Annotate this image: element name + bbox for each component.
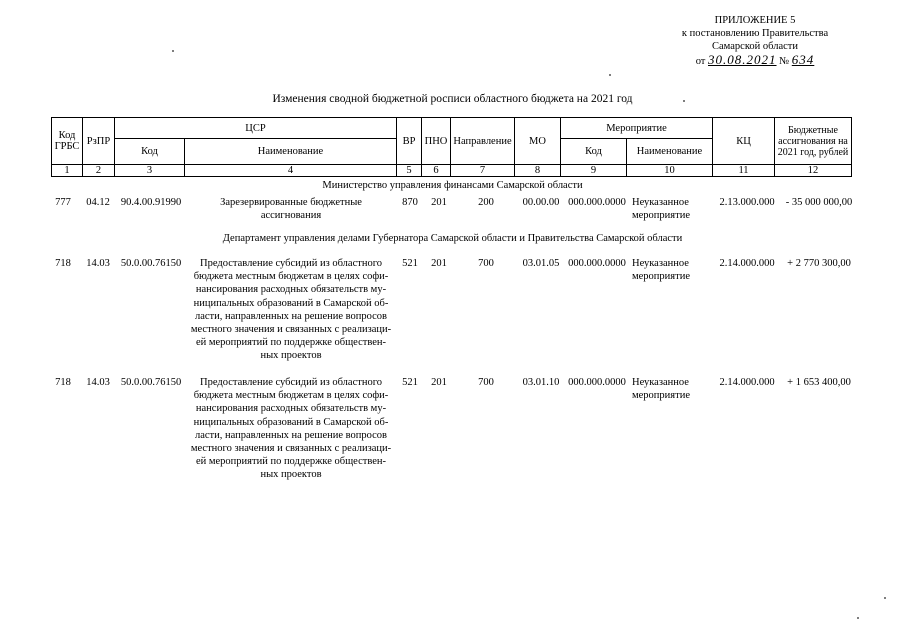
header-csr-name: Наименование (185, 139, 397, 165)
cell-sum: + 1 653 400,00 (787, 377, 851, 388)
cell-name (188, 257, 394, 363)
cell-name-line: ей мероприятий по поддержке обществен- (195, 456, 387, 468)
cell-name-line: ных проектов (260, 469, 322, 481)
cell-name-line: ных проектов (260, 350, 322, 362)
header-csr-kod: Код (115, 139, 185, 165)
appendix-subtitle: к постановлению Правительства (681, 28, 829, 39)
cell-napr: 700 (478, 258, 494, 269)
cell-rzpr: 14.03 (86, 377, 110, 388)
cell-mer-name (632, 196, 712, 222)
appendix-date: 30.08.2021 (708, 52, 777, 67)
cell-csr: 50.0.00.76150 (120, 377, 182, 388)
cell-mer-kod: 000.000.0000 (568, 377, 626, 388)
cell-mer-kod: 000.000.0000 (568, 197, 626, 208)
header-csr: ЦСР (115, 118, 397, 139)
cell-name-line: Предоставление субсидий из областного (200, 377, 382, 388)
cell-grbs: 718 (55, 258, 71, 269)
cell-vr: 870 (402, 197, 418, 208)
cell-mo: 03.01.05 (522, 258, 560, 269)
col-num-7: 7 (451, 165, 515, 177)
scan-speck (683, 100, 685, 102)
cell-sum: - 35 000 000,00 (785, 197, 853, 208)
scan-speck (172, 50, 174, 52)
col-num-1: 1 (52, 165, 83, 177)
cell-mer-name-line: мероприятие (632, 271, 690, 283)
appendix-number: 634 (791, 52, 815, 67)
cell-kc: 2.14.000.000 (719, 377, 775, 388)
cell-name (188, 196, 394, 222)
document-title: Изменения сводной бюджетной росписи областного бюджета на 2021 год (272, 93, 633, 105)
appendix-title: ПРИЛОЖЕНИЕ 5 (714, 15, 796, 26)
cell-pno: 201 (431, 377, 447, 388)
header-table (51, 117, 852, 177)
cell-name-line: бюджета местным бюджетам в целях софи- (193, 271, 389, 283)
header-mo: МО (515, 118, 561, 165)
col-num-9: 9 (561, 165, 627, 177)
cell-mer-kod: 000.000.0000 (568, 258, 626, 269)
cell-name-line: нансирования расходных обязательств му- (195, 403, 387, 415)
cell-grbs: 777 (55, 197, 71, 208)
cell-mer-name (632, 376, 712, 402)
scan-speck (609, 74, 611, 76)
header-budget: Бюджетные ассигнования на 2021 год, рублей (775, 118, 852, 165)
cell-name-line: нансирования расходных обязательств му- (195, 284, 387, 296)
cell-name-line: местного значения и связанных с реализаци- (190, 324, 392, 336)
cell-name-line: ласти, направленных на решение вопросов (194, 310, 388, 322)
appendix-region: Самарской области (712, 41, 798, 52)
col-num-6: 6 (422, 165, 451, 177)
col-num-12: 12 (775, 165, 852, 177)
col-num-5: 5 (397, 165, 422, 177)
cell-name-line: Предоставление субсидий из областного (200, 258, 382, 269)
cell-name-line: ассигнования (260, 210, 322, 222)
cell-mer-name-line: Неуказанное (632, 377, 689, 388)
cell-name-line: ласти, направленных на решение вопросов (194, 429, 388, 441)
col-num-4: 4 (185, 165, 397, 177)
cell-name (188, 376, 394, 482)
cell-sum: + 2 770 300,00 (787, 258, 851, 269)
cell-mer-name-line: Неуказанное (632, 258, 689, 269)
cell-mer-name (632, 257, 712, 283)
col-num-2: 2 (83, 165, 115, 177)
cell-vr: 521 (402, 377, 418, 388)
cell-grbs: 718 (55, 377, 71, 388)
header-number-row (52, 165, 852, 177)
cell-name-line: ниципальных образований в Самарской об- (193, 416, 389, 428)
header-mer-name: Наименование (627, 139, 713, 165)
section-title: Министерство управления финансами Самарской области (322, 180, 583, 191)
cell-pno: 201 (431, 258, 447, 269)
cell-pno: 201 (431, 197, 447, 208)
cell-name-line: ей мероприятий по поддержке обществен- (195, 337, 387, 349)
cell-name-line: местного значения и связанных с реализаци- (190, 443, 392, 455)
cell-kc: 2.14.000.000 (719, 258, 775, 269)
cell-mer-name-line: мероприятие (632, 390, 690, 402)
cell-rzpr: 14.03 (86, 258, 110, 269)
cell-vr: 521 (402, 258, 418, 269)
header-meropriyatie: Мероприятие (561, 118, 713, 139)
appendix-number-label: № (779, 56, 790, 67)
header-rzpr: РзПР (83, 118, 115, 165)
col-num-11: 11 (713, 165, 775, 177)
appendix-block (640, 14, 870, 68)
section-title: Департамент управления делами Губернатора Самарской области и Правительства Самарской области (222, 233, 683, 244)
cell-mo: 00.00.00 (522, 197, 560, 208)
cell-name-line: ниципальных образований в Самарской об- (193, 297, 389, 309)
cell-name-line: Зарезервированные бюджетные (220, 197, 362, 208)
cell-name-line: бюджета местным бюджетам в целях софи- (193, 390, 389, 402)
header-vr: ВР (397, 118, 422, 165)
header-napravlenie: Направление (451, 118, 515, 165)
header-kod-grbs: Код ГРБС (52, 118, 83, 165)
header-kc: КЦ (713, 118, 775, 165)
header-pno: ПНО (422, 118, 451, 165)
col-num-8: 8 (515, 165, 561, 177)
scan-speck (884, 597, 886, 599)
cell-csr: 90.4.00.91990 (120, 197, 182, 208)
appendix-date-line (640, 53, 870, 68)
cell-mer-name-line: Неуказанное (632, 197, 689, 208)
appendix-from-label: от (695, 56, 706, 67)
col-num-3: 3 (115, 165, 185, 177)
cell-csr: 50.0.00.76150 (120, 258, 182, 269)
cell-mo: 03.01.10 (522, 377, 560, 388)
cell-napr: 700 (478, 377, 494, 388)
col-num-10: 10 (627, 165, 713, 177)
cell-napr: 200 (478, 197, 494, 208)
scan-speck (857, 617, 859, 619)
cell-kc: 2.13.000.000 (719, 197, 775, 208)
header-mer-kod: Код (561, 139, 627, 165)
cell-mer-name-line: мероприятие (632, 210, 690, 222)
cell-rzpr: 04.12 (86, 197, 110, 208)
